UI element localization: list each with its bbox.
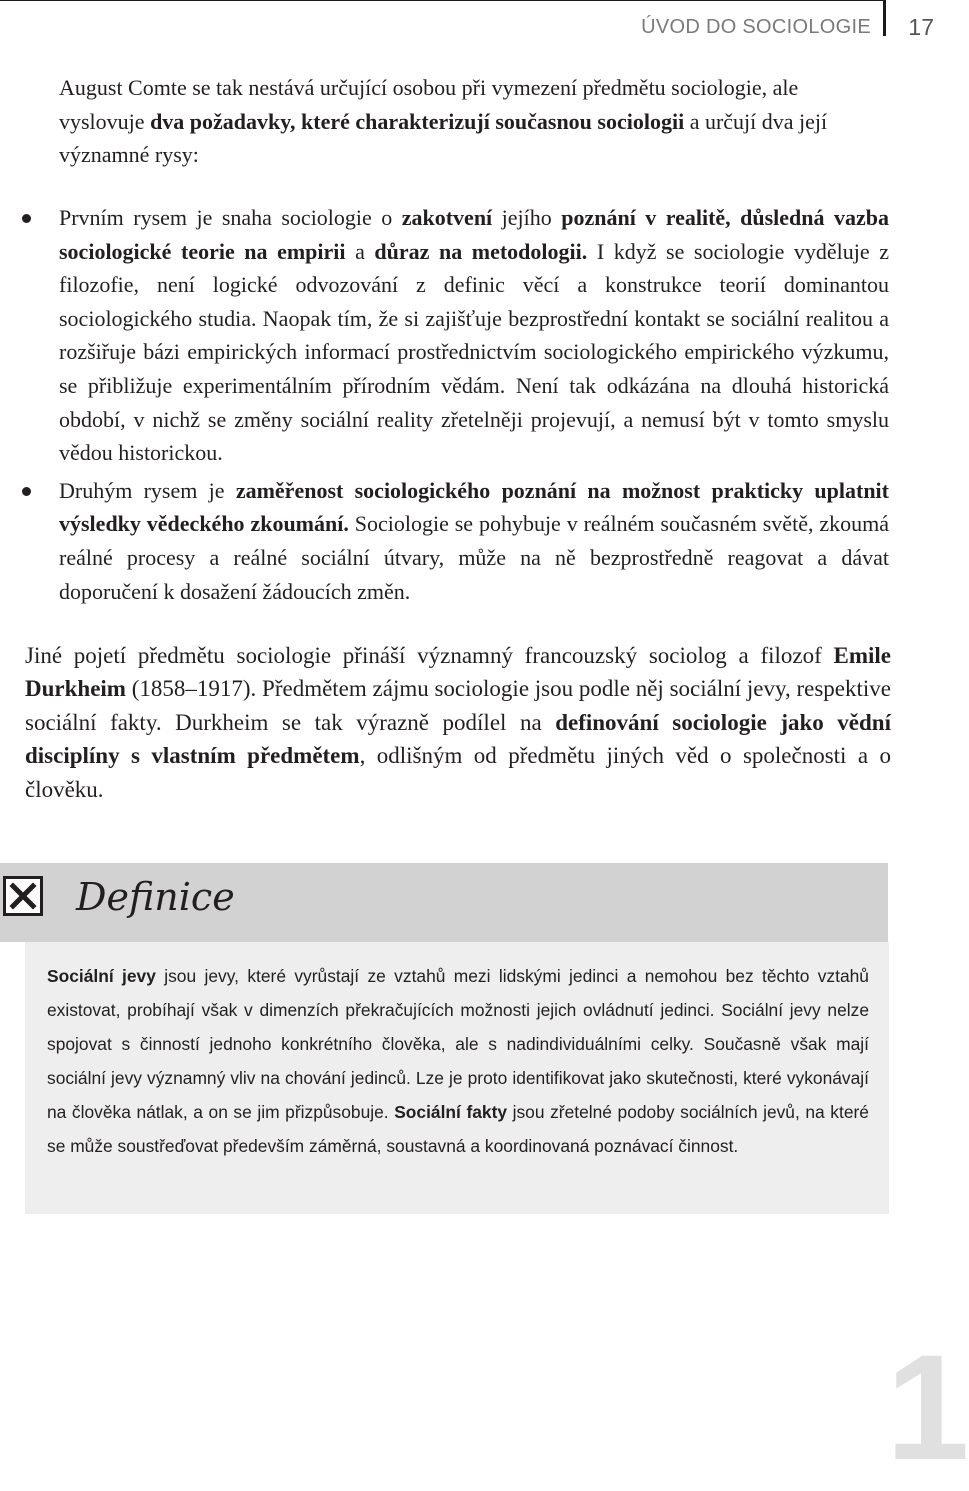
- text-run: Druhým rysem je: [59, 477, 236, 503]
- chapter-number: 1: [886, 1323, 969, 1491]
- text-run: Jiné pojetí předmětu sociologie přináší významný francouzský sociolog a filozof: [25, 643, 834, 668]
- close-box-icon-glyph: [10, 883, 36, 909]
- page-number: 17: [908, 14, 934, 40]
- bullet-dot-icon: [22, 487, 31, 496]
- intro-paragraph: [59, 71, 889, 172]
- text-run: Prvním rysem je snaha sociologie o: [59, 205, 402, 230]
- emphasis-run: Emile Durkheim: [25, 643, 891, 702]
- bullet-item: [59, 201, 889, 470]
- text-run: a: [345, 238, 375, 264]
- emphasis-run: zakotvení: [401, 205, 493, 230]
- text-run: jsou zřetelné podoby sociálních jevů, na které se může soustřeďovat především záměrná, soustavná a koordinovaná poznávací činnost.: [47, 1102, 869, 1156]
- durkheim-paragraph: [25, 639, 891, 806]
- emphasis-run: důraz na metodologii.: [374, 238, 588, 264]
- bullet-dot-icon: [22, 214, 31, 223]
- term-run: Sociální jevy: [47, 966, 156, 986]
- emphasis-run: zaměřenost sociologického poznání na možnost prakticky uplatnit výsledky vědeckého zkoumání.: [59, 477, 889, 537]
- chapter-mark: [880, 1323, 969, 1491]
- text-run: August Comte se tak nestává určující osobou při vymezení předmětu sociologie, ale vyslovuje: [59, 75, 799, 134]
- text-run: (1858–1917). Předmětem zájmu sociologie jsou podle něj sociální jevy, respektive sociální fakty. Durkheim se tak výrazně podílel na: [25, 676, 891, 735]
- definition-title: Definice: [76, 875, 235, 919]
- text-run: jsou jevy, které vyrůstají ze vztahů mezi lidskými jedinci a nemohou bez těchto vztahů existovat, probíhají však v dimenzích překračujících možnosti jejich ovládnutí jedinci. Sociální jevy nelze spojovat s činností jednoho konkrétního člověka, ale s nadindividuálními celky. Současně však mají sociální jevy významný vliv na chování jedinců. Lze je proto identifikovat jako skutečnosti, které vykonávají na člověka nátlak, a on se jim přizpůsobuje.: [47, 966, 869, 1122]
- text-run: I když se sociologie vyděluje z filozofie, není logické odvozování z definic věcí a konstrukce teorií dominantou sociologického studia. Naopak tím, že si zajišťuje bezprostřední kontakt se sociální realitou a rozšiřuje bázi empirických informací prostřednictvím sociologického empirického výzkumu, se přibližuje experimentálním přírodním vědám. Není tak odkázána na dlouhá historická období, v nichž se změny sociální reality zřetelněji projevují, a nemusí být v tomto smyslu vědou historickou.: [59, 238, 889, 466]
- text-run: jejího: [492, 205, 562, 230]
- definition-text: [47, 959, 869, 1163]
- text-run: , odlišným od předmětu jiných věd o společnosti a o člověku.: [25, 743, 892, 802]
- text-run: Sociologie se pohybuje v reálném současném světě, zkoumá reálné procesy a reálné sociální útvary, může na ně bezprostředně reagovat a dávat doporučení k dosažení žádoucích změn.: [59, 511, 889, 604]
- running-head: ÚVOD DO SOCIOLOGIE: [641, 16, 871, 38]
- emphasis-run: dva požadavky, které charakterizují současnou sociologii: [150, 108, 685, 134]
- text-run: a určují dva její významné rysy:: [59, 108, 828, 168]
- emphasis-run: poznání v realitě, důsledná vazba sociologické teorie na empirii: [59, 205, 889, 264]
- emphasis-run: definování sociologie jako vědní disciplíny s vlastním předmětem: [25, 709, 891, 769]
- close-box-icon: [3, 876, 43, 916]
- bullet-list: [59, 201, 889, 612]
- bullet-item: [59, 474, 889, 608]
- term-run: Sociální fakty: [394, 1102, 508, 1122]
